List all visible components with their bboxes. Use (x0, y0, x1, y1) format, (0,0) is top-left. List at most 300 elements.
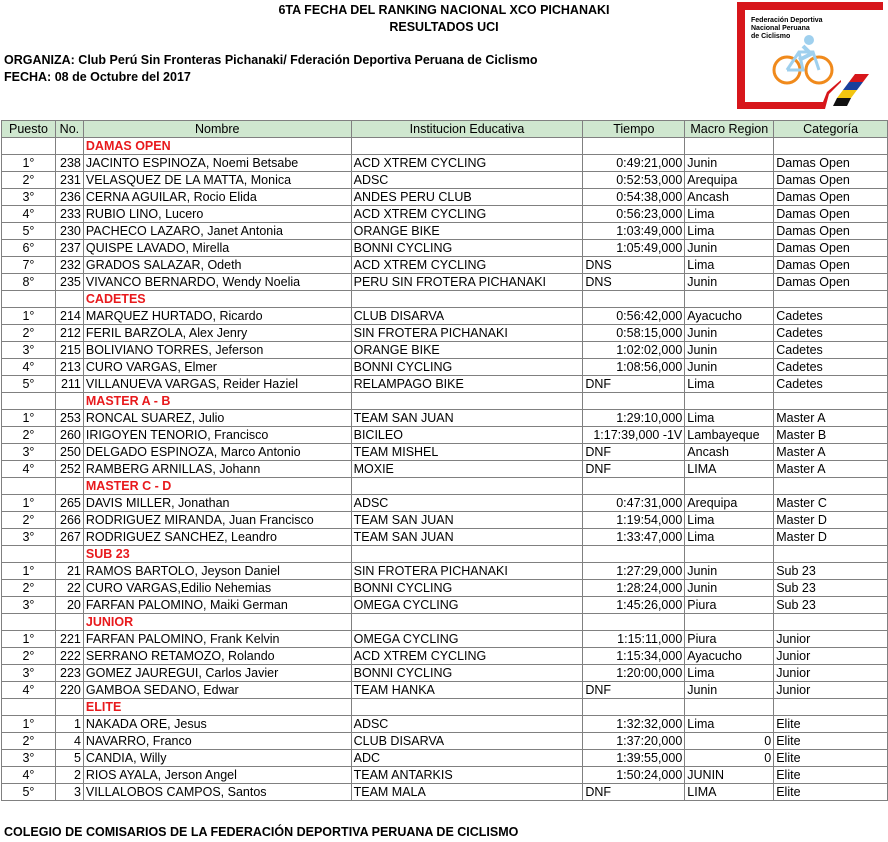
cell-categoria: Elite (774, 784, 888, 801)
cell-tiempo: 1:32:32,000 (583, 716, 685, 733)
footer-commissioners: COLEGIO DE COMISARIOS DE LA FEDERACIÓN DEPORTIVA PERUANA DE CICLISMO (4, 825, 519, 839)
cell-tiempo: 0:56:23,000 (583, 206, 685, 223)
cell-institucion: ORANGE BIKE (351, 342, 583, 359)
cell-institucion: ACD XTREM CYCLING (351, 206, 583, 223)
cell-puesto: 4° (2, 206, 56, 223)
cell-tiempo: DNF (583, 444, 685, 461)
cell-nombre: PACHECO LAZARO, Janet Antonia (83, 223, 351, 240)
cell-categoria: Damas Open (774, 206, 888, 223)
cell-region: Junin (685, 155, 774, 172)
cell-puesto (2, 546, 56, 563)
cell-categoria: Master A (774, 410, 888, 427)
cell-region (685, 614, 774, 631)
category-row (2, 138, 888, 155)
result-row (2, 512, 888, 529)
cell-puesto: 2° (2, 580, 56, 597)
cell-region (685, 291, 774, 308)
cell-puesto: 2° (2, 325, 56, 342)
cell-categoria: Damas Open (774, 172, 888, 189)
cell-tiempo: 1:45:26,000 (583, 597, 685, 614)
cell-institucion: TEAM SAN JUAN (351, 410, 583, 427)
cell-nombre: SERRANO RETAMOZO, Rolando (83, 648, 351, 665)
category-heading: MASTER A - B (83, 393, 351, 410)
cell-numero (55, 393, 83, 410)
result-row (2, 784, 888, 801)
cell-numero: 20 (55, 597, 83, 614)
cell-numero: 265 (55, 495, 83, 512)
cell-categoria: Damas Open (774, 257, 888, 274)
cell-tiempo: 1:39:55,000 (583, 750, 685, 767)
category-heading: CADETES (83, 291, 351, 308)
cell-categoria: Junior (774, 665, 888, 682)
result-row (2, 206, 888, 223)
cell-categoria: Elite (774, 733, 888, 750)
cell-tiempo: 1:02:02,000 (583, 342, 685, 359)
result-row (2, 410, 888, 427)
cell-region: Lima (685, 223, 774, 240)
cell-puesto: 3° (2, 342, 56, 359)
cell-numero: 213 (55, 359, 83, 376)
cell-nombre: CERNA AGUILAR, Rocio Elida (83, 189, 351, 206)
cell-puesto: 4° (2, 682, 56, 699)
cell-puesto (2, 614, 56, 631)
cell-tiempo: 1:15:11,000 (583, 631, 685, 648)
cell-puesto: 2° (2, 427, 56, 444)
cell-tiempo: DNF (583, 784, 685, 801)
cell-puesto: 1° (2, 631, 56, 648)
result-row (2, 733, 888, 750)
cell-puesto: 1° (2, 410, 56, 427)
cell-numero: 238 (55, 155, 83, 172)
cell-nombre: JACINTO ESPINOZA, Noemi Betsabe (83, 155, 351, 172)
cell-institucion: TEAM ANTARKIS (351, 767, 583, 784)
cell-tiempo: 0:56:42,000 (583, 308, 685, 325)
col-nombre-header: Nombre (83, 121, 351, 138)
cell-categoria: Cadetes (774, 359, 888, 376)
cell-institucion: RELAMPAGO BIKE (351, 376, 583, 393)
cell-institucion: PERU SIN FROTERA PICHANAKI (351, 274, 583, 291)
cell-categoria: Cadetes (774, 325, 888, 342)
cell-numero: 4 (55, 733, 83, 750)
result-row (2, 563, 888, 580)
cell-nombre: DELGADO ESPINOZA, Marco Antonio (83, 444, 351, 461)
category-heading: JUNIOR (83, 614, 351, 631)
cell-categoria: Elite (774, 716, 888, 733)
cell-nombre: NAKADA ORE, Jesus (83, 716, 351, 733)
logo-text-3: de Ciclismo (751, 33, 791, 40)
cell-nombre: RAMBERG ARNILLAS, Johann (83, 461, 351, 478)
cell-institucion: ADSC (351, 495, 583, 512)
cell-institucion: TEAM MISHEL (351, 444, 583, 461)
cell-institucion: MOXIE (351, 461, 583, 478)
cell-tiempo: 1:20:00,000 (583, 665, 685, 682)
cell-categoria: Elite (774, 750, 888, 767)
cell-region: Ayacucho (685, 308, 774, 325)
col-institucion-header: Institucion Educativa (351, 121, 583, 138)
cell-numero: 5 (55, 750, 83, 767)
cell-numero: 236 (55, 189, 83, 206)
result-row (2, 359, 888, 376)
cell-puesto: 2° (2, 733, 56, 750)
cell-numero: 250 (55, 444, 83, 461)
report-title: 6TA FECHA DEL RANKING NACIONAL XCO PICHANAKI (278, 3, 610, 17)
cell-institucion: ADSC (351, 716, 583, 733)
date-line: FECHA: 08 de Octubre del 2017 (4, 70, 191, 84)
cell-puesto: 3° (2, 597, 56, 614)
col-tiempo-header: Tiempo (583, 121, 685, 138)
cell-puesto (2, 291, 56, 308)
cell-institucion: ACD XTREM CYCLING (351, 257, 583, 274)
cell-puesto: 8° (2, 274, 56, 291)
cell-puesto: 4° (2, 767, 56, 784)
cell-numero: 2 (55, 767, 83, 784)
results-body (2, 138, 888, 801)
cell-nombre: RONCAL SUAREZ, Julio (83, 410, 351, 427)
cell-puesto: 1° (2, 155, 56, 172)
result-row (2, 189, 888, 206)
cell-institucion: ORANGE BIKE (351, 223, 583, 240)
cell-puesto (2, 393, 56, 410)
cell-institucion (351, 614, 583, 631)
cell-institucion: ANDES PERU CLUB (351, 189, 583, 206)
cell-tiempo: 0:52:53,000 (583, 172, 685, 189)
cell-region: JUNIN (685, 767, 774, 784)
cell-categoria: Master A (774, 444, 888, 461)
cell-numero: 266 (55, 512, 83, 529)
cell-region (685, 699, 774, 716)
cell-numero: 231 (55, 172, 83, 189)
cell-numero: 21 (55, 563, 83, 580)
cell-tiempo: 0:58:15,000 (583, 325, 685, 342)
cell-tiempo: 1:19:54,000 (583, 512, 685, 529)
result-row (2, 325, 888, 342)
cell-puesto: 4° (2, 461, 56, 478)
result-row (2, 376, 888, 393)
cell-puesto: 7° (2, 257, 56, 274)
cell-region: Piura (685, 597, 774, 614)
logo-text-2: Nacional Peruana (751, 25, 810, 32)
cell-tiempo: 1:33:47,000 (583, 529, 685, 546)
cell-tiempo: 1:37:20,000 (583, 733, 685, 750)
cell-nombre: CURO VARGAS, Elmer (83, 359, 351, 376)
cell-puesto: 3° (2, 529, 56, 546)
cell-nombre: FERIL BARZOLA, Alex Jenry (83, 325, 351, 342)
cell-tiempo: 1:05:49,000 (583, 240, 685, 257)
cell-categoria: Master D (774, 512, 888, 529)
cell-region: Lima (685, 410, 774, 427)
cell-tiempo: DNS (583, 274, 685, 291)
cell-puesto: 1° (2, 495, 56, 512)
cell-nombre: RUBIO LINO, Lucero (83, 206, 351, 223)
cell-numero: 223 (55, 665, 83, 682)
cell-categoria: Master B (774, 427, 888, 444)
cell-tiempo: DNF (583, 461, 685, 478)
cell-institucion (351, 478, 583, 495)
results-table (1, 120, 888, 801)
cell-region: Junin (685, 682, 774, 699)
cell-nombre: GAMBOA SEDANO, Edwar (83, 682, 351, 699)
cell-categoria (774, 478, 888, 495)
cell-region: Arequipa (685, 495, 774, 512)
cell-region: Junin (685, 342, 774, 359)
cell-categoria: Damas Open (774, 189, 888, 206)
result-row (2, 580, 888, 597)
cell-categoria: Master A (774, 461, 888, 478)
cell-region: Junin (685, 325, 774, 342)
cell-puesto: 1° (2, 563, 56, 580)
cell-institucion: CLUB DISARVA (351, 733, 583, 750)
cell-categoria (774, 291, 888, 308)
cell-categoria (774, 546, 888, 563)
cell-puesto (2, 699, 56, 716)
cell-region: Ancash (685, 444, 774, 461)
cell-categoria: Master D (774, 529, 888, 546)
cell-tiempo (583, 546, 685, 563)
cell-categoria: Elite (774, 767, 888, 784)
cell-puesto: 2° (2, 512, 56, 529)
cell-region: Lima (685, 512, 774, 529)
cell-numero: 214 (55, 308, 83, 325)
result-row (2, 631, 888, 648)
cell-region: Junin (685, 580, 774, 597)
cell-numero: 211 (55, 376, 83, 393)
cell-region: Junin (685, 274, 774, 291)
cell-nombre: VILLALOBOS CAMPOS, Santos (83, 784, 351, 801)
cell-institucion: OMEGA CYCLING (351, 597, 583, 614)
cell-puesto: 3° (2, 444, 56, 461)
result-row (2, 274, 888, 291)
cell-numero (55, 138, 83, 155)
cell-numero (55, 699, 83, 716)
col-macro-region-header: Macro Region (685, 121, 774, 138)
cell-region: Lima (685, 376, 774, 393)
cell-institucion: BONNI CYCLING (351, 580, 583, 597)
cell-institucion: BONNI CYCLING (351, 359, 583, 376)
result-row (2, 597, 888, 614)
cell-puesto: 2° (2, 172, 56, 189)
result-row (2, 172, 888, 189)
cell-numero: 267 (55, 529, 83, 546)
cell-puesto: 1° (2, 716, 56, 733)
cell-institucion: ADC (351, 750, 583, 767)
category-heading: MASTER C - D (83, 478, 351, 495)
cell-nombre: NAVARRO, Franco (83, 733, 351, 750)
cell-region: Lima (685, 665, 774, 682)
cell-numero: 230 (55, 223, 83, 240)
result-row (2, 767, 888, 784)
result-row (2, 444, 888, 461)
cell-numero: 1 (55, 716, 83, 733)
col-puesto-header: Puesto (2, 121, 56, 138)
cell-nombre: VELASQUEZ DE LA MATTA, Monica (83, 172, 351, 189)
cell-puesto: 4° (2, 359, 56, 376)
cell-region: Piura (685, 631, 774, 648)
result-row (2, 529, 888, 546)
cell-region: 0 (685, 750, 774, 767)
cell-puesto (2, 138, 56, 155)
cell-institucion (351, 138, 583, 155)
cell-nombre: FARFAN PALOMINO, Frank Kelvin (83, 631, 351, 648)
cell-institucion: SIN FROTERA PICHANAKI (351, 325, 583, 342)
result-row (2, 223, 888, 240)
logo-text-1: Federación Deportiva (751, 17, 823, 24)
cell-institucion: TEAM HANKA (351, 682, 583, 699)
cell-institucion: CLUB DISARVA (351, 308, 583, 325)
cell-puesto: 2° (2, 648, 56, 665)
cell-numero (55, 614, 83, 631)
cell-region: Ancash (685, 189, 774, 206)
cell-nombre: RODRIGUEZ MIRANDA, Juan Francisco (83, 512, 351, 529)
cell-region: Lambayeque (685, 427, 774, 444)
cell-categoria (774, 393, 888, 410)
cell-tiempo: 0:54:38,000 (583, 189, 685, 206)
cell-nombre: VILLANUEVA VARGAS, Reider Haziel (83, 376, 351, 393)
cell-nombre: RAMOS BARTOLO, Jeyson Daniel (83, 563, 351, 580)
cell-region (685, 546, 774, 563)
cell-numero: 222 (55, 648, 83, 665)
cell-nombre: MARQUEZ HURTADO, Ricardo (83, 308, 351, 325)
cell-numero: 237 (55, 240, 83, 257)
cell-nombre: FARFAN PALOMINO, Maiki German (83, 597, 351, 614)
cell-nombre: QUISPE LAVADO, Mirella (83, 240, 351, 257)
cell-numero: 235 (55, 274, 83, 291)
cell-tiempo: 1:50:24,000 (583, 767, 685, 784)
cell-institucion: BICILEO (351, 427, 583, 444)
cell-institucion: OMEGA CYCLING (351, 631, 583, 648)
cell-institucion (351, 699, 583, 716)
cell-tiempo: DNF (583, 682, 685, 699)
cell-tiempo: 1:15:34,000 (583, 648, 685, 665)
cell-puesto: 6° (2, 240, 56, 257)
cell-categoria: Junior (774, 648, 888, 665)
category-heading: ELITE (83, 699, 351, 716)
category-row (2, 393, 888, 410)
cell-puesto: 5° (2, 223, 56, 240)
cell-region: Lima (685, 206, 774, 223)
cell-puesto: 5° (2, 376, 56, 393)
cell-nombre: GRADOS SALAZAR, Odeth (83, 257, 351, 274)
cell-numero: 232 (55, 257, 83, 274)
cell-tiempo: 1:17:39,000 -1V (583, 427, 685, 444)
cell-categoria: Sub 23 (774, 563, 888, 580)
category-heading: SUB 23 (83, 546, 351, 563)
cell-institucion: ACD XTREM CYCLING (351, 155, 583, 172)
cell-tiempo (583, 138, 685, 155)
federation-logo (737, 2, 883, 109)
report-subtitle: RESULTADOS UCI (389, 20, 499, 34)
category-row (2, 699, 888, 716)
cell-nombre: RIOS AYALA, Jerson Angel (83, 767, 351, 784)
cell-institucion: TEAM SAN JUAN (351, 512, 583, 529)
cell-region (685, 138, 774, 155)
cell-nombre: CANDIA, Willy (83, 750, 351, 767)
result-row (2, 342, 888, 359)
cell-tiempo (583, 291, 685, 308)
cell-institucion: TEAM MALA (351, 784, 583, 801)
cell-numero (55, 546, 83, 563)
category-row (2, 478, 888, 495)
cell-region: Junin (685, 359, 774, 376)
cell-region: Lima (685, 716, 774, 733)
cell-region: 0 (685, 733, 774, 750)
cell-region: Lima (685, 257, 774, 274)
cell-institucion (351, 546, 583, 563)
cell-numero: 220 (55, 682, 83, 699)
cell-categoria (774, 614, 888, 631)
cell-tiempo: DNS (583, 257, 685, 274)
category-heading: DAMAS OPEN (83, 138, 351, 155)
cell-institucion: TEAM SAN JUAN (351, 529, 583, 546)
cell-region: Arequipa (685, 172, 774, 189)
cell-tiempo: 1:08:56,000 (583, 359, 685, 376)
cell-tiempo (583, 614, 685, 631)
cell-tiempo: 1:29:10,000 (583, 410, 685, 427)
cell-categoria (774, 138, 888, 155)
cell-categoria: Master C (774, 495, 888, 512)
cell-numero: 260 (55, 427, 83, 444)
cell-tiempo (583, 393, 685, 410)
cell-tiempo: DNF (583, 376, 685, 393)
cell-institucion: BONNI CYCLING (351, 665, 583, 682)
cell-nombre: BOLIVIANO TORRES, Jeferson (83, 342, 351, 359)
cell-region: Ayacucho (685, 648, 774, 665)
cell-categoria: Damas Open (774, 274, 888, 291)
cell-categoria: Junior (774, 682, 888, 699)
organizer-line: ORGANIZA: Club Perú Sin Fronteras Pichanaki/ Fderación Deportiva Peruana de Ciclismo (4, 53, 538, 67)
col-numero-header: No. (55, 121, 83, 138)
cell-numero: 233 (55, 206, 83, 223)
cell-categoria: Sub 23 (774, 597, 888, 614)
table-header-row (2, 121, 888, 138)
category-row (2, 291, 888, 308)
result-row (2, 240, 888, 257)
cell-nombre: DAVIS MILLER, Jonathan (83, 495, 351, 512)
cell-numero (55, 478, 83, 495)
cell-tiempo: 0:47:31,000 (583, 495, 685, 512)
cell-categoria: Cadetes (774, 376, 888, 393)
cell-numero: 215 (55, 342, 83, 359)
result-row (2, 257, 888, 274)
cell-tiempo (583, 478, 685, 495)
result-row (2, 427, 888, 444)
result-row (2, 665, 888, 682)
cell-categoria (774, 699, 888, 716)
cell-puesto: 5° (2, 784, 56, 801)
result-row (2, 750, 888, 767)
cell-tiempo: 1:03:49,000 (583, 223, 685, 240)
cell-institucion: BONNI CYCLING (351, 240, 583, 257)
cell-categoria: Damas Open (774, 223, 888, 240)
cell-region (685, 478, 774, 495)
cell-categoria: Damas Open (774, 155, 888, 172)
cell-categoria: Sub 23 (774, 580, 888, 597)
result-row (2, 648, 888, 665)
cell-tiempo (583, 699, 685, 716)
cell-institucion (351, 291, 583, 308)
category-row (2, 614, 888, 631)
cell-numero: 22 (55, 580, 83, 597)
cell-nombre: VIVANCO BERNARDO, Wendy Noelia (83, 274, 351, 291)
cell-region: LIMA (685, 461, 774, 478)
cell-region: Junin (685, 240, 774, 257)
cell-numero: 3 (55, 784, 83, 801)
cell-categoria: Junior (774, 631, 888, 648)
cell-categoria: Cadetes (774, 342, 888, 359)
cell-categoria: Damas Open (774, 240, 888, 257)
cell-tiempo: 0:49:21,000 (583, 155, 685, 172)
cell-puesto (2, 478, 56, 495)
cell-nombre: GOMEZ JAUREGUI, Carlos Javier (83, 665, 351, 682)
